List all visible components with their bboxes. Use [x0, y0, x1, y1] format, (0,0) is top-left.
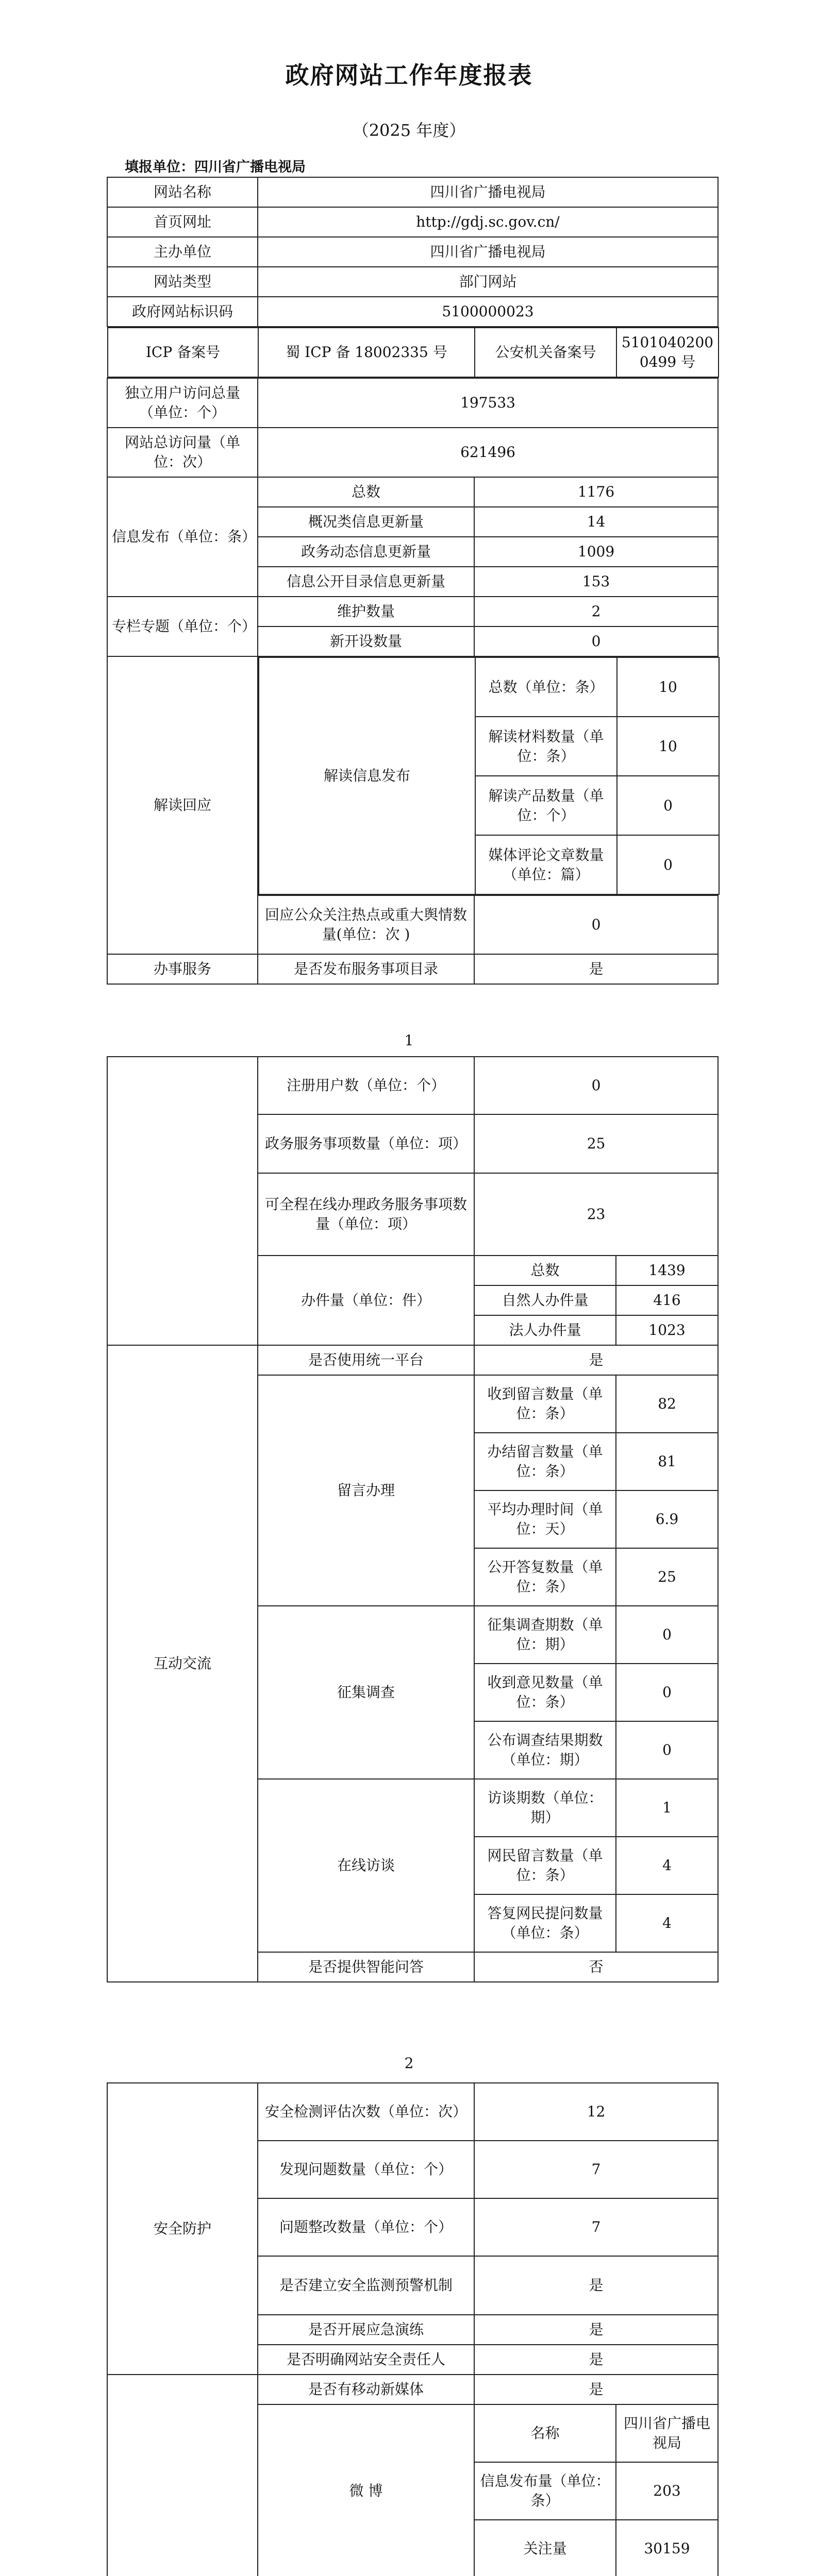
label-cell: 收到意见数量（单位：条） [474, 1664, 616, 1721]
label-cell: 信息公开目录信息更新量 [258, 567, 474, 597]
label-cell: 问题整改数量（单位：个） [258, 2198, 474, 2256]
label-cell: 自然人办件量 [474, 1285, 616, 1315]
label-cell: 主办单位 [107, 237, 258, 267]
table-row [107, 2375, 718, 2404]
value-cell: 51010402000499 号 [616, 328, 719, 377]
label-cell: 公安机关备案号 [475, 328, 616, 377]
label-cell: 网站名称 [107, 177, 258, 207]
value-cell: 5100000023 [258, 297, 718, 327]
label-cell: 新开设数量 [258, 626, 474, 656]
value-cell: 23 [474, 1173, 718, 1256]
label-cell: 政府网站标识码 [107, 297, 258, 327]
value-cell: 7 [474, 2198, 718, 2256]
table-row [107, 597, 718, 626]
value-cell: 0 [616, 1606, 718, 1664]
label-cell: 政务动态信息更新量 [258, 537, 474, 567]
value-cell: 4 [616, 1837, 718, 1894]
label-cell: 办结留言数量（单位：条） [474, 1433, 616, 1490]
table-row [107, 428, 718, 477]
label-cell: 总数 [258, 477, 474, 507]
label-cell: 安全防护 [107, 2083, 258, 2375]
icp-subtable [107, 327, 719, 378]
label-cell: 访谈期数（单位：期） [474, 1779, 616, 1837]
filing-unit-label: 填报单位： [125, 159, 194, 175]
label-cell: 是否发布服务事项目录 [258, 954, 474, 984]
label-cell: 网民留言数量（单位：条） [474, 1837, 616, 1894]
table-row [107, 327, 718, 378]
value-cell: 81 [616, 1433, 718, 1490]
label-cell: 是否建立安全监测预警机制 [258, 2256, 474, 2315]
label-cell: 公开答复数量（单位：条） [474, 1548, 616, 1606]
label-cell: 概况类信息更新量 [258, 507, 474, 537]
label-cell: 是否使用统一平台 [258, 1345, 474, 1375]
label-cell: 发现问题数量（单位：个） [258, 2141, 474, 2198]
label-cell: 媒体评论文章数量（单位：篇） [475, 835, 617, 894]
value-cell: 25 [616, 1548, 718, 1606]
value-cell: 是 [474, 2256, 718, 2315]
label-cell [107, 2375, 258, 2576]
value-cell: 0 [616, 1664, 718, 1721]
value-cell: 否 [474, 1952, 718, 1982]
value-cell: 416 [616, 1285, 718, 1315]
page-number: 2 [404, 2055, 414, 2072]
value-cell: 2 [474, 597, 718, 626]
label-cell: 办事服务 [107, 954, 258, 984]
value-cell: 0 [617, 835, 719, 894]
label-cell: 维护数量 [258, 597, 474, 626]
label-cell: ICP 备案号 [108, 328, 258, 377]
value-cell: 0 [474, 626, 718, 656]
label-cell: 征集调查 [258, 1606, 474, 1779]
home-url: http://gdj.sc.gov.cn/ [258, 207, 718, 237]
value-cell: 25 [474, 1114, 718, 1173]
table-row [107, 1057, 718, 1114]
label-cell: 是否提供智能问答 [258, 1952, 474, 1982]
value-cell: 10 [617, 717, 719, 776]
table-row [107, 267, 718, 297]
report-title: 政府网站工作年度报表 [285, 61, 533, 89]
label-cell: 法人办件量 [474, 1315, 616, 1345]
label-cell: 独立用户访问总量（单位：个） [107, 378, 258, 428]
value-cell: 1 [616, 1779, 718, 1837]
label-cell: 答复网民提问数量（单位：条） [474, 1894, 616, 1952]
value-cell: 10 [617, 657, 719, 717]
label-cell: 收到留言数量（单位：条） [474, 1375, 616, 1433]
label-cell: 办件量（单位：件） [258, 1256, 474, 1345]
label-cell: 是否开展应急演练 [258, 2315, 474, 2345]
label-cell: 留言办理 [258, 1375, 474, 1606]
value-cell: 6.9 [616, 1490, 718, 1548]
label-cell: 征集调查期数（单位：期） [474, 1606, 616, 1664]
value-cell: 4 [616, 1894, 718, 1952]
table-row [107, 656, 718, 895]
value-cell: 是 [474, 954, 718, 984]
value-cell: 82 [616, 1375, 718, 1433]
label-cell: 总数 [474, 1256, 616, 1285]
label-cell: 专栏专题（单位：个） [107, 597, 258, 656]
value-cell: 1176 [474, 477, 718, 507]
value-cell: 蜀 ICP 备 18002335 号 [258, 328, 475, 377]
label-cell: 在线访谈 [258, 1779, 474, 1952]
value-cell: 197533 [258, 378, 718, 428]
table-row [107, 378, 718, 428]
value-cell: 是 [474, 2315, 718, 2345]
value-cell: 0 [616, 1721, 718, 1779]
table-row [107, 207, 718, 237]
value-cell: 是 [474, 2345, 718, 2375]
value-cell: 153 [474, 567, 718, 597]
label-cell: 是否明确网站安全责任人 [258, 2345, 474, 2375]
table-row [107, 177, 718, 207]
label-cell: 网站类型 [107, 267, 258, 297]
value-cell: 四川省广播电视局 [616, 2404, 718, 2462]
label-cell: 回应公众关注热点或重大舆情数量(单位：次 ) [258, 895, 474, 954]
label-cell: 总数（单位：条） [475, 657, 617, 717]
label-cell: 信息发布量（单位：条） [474, 2462, 616, 2520]
table-page-3 [107, 2082, 719, 2576]
value-cell: 0 [617, 776, 719, 835]
value-cell: 部门网站 [258, 267, 718, 297]
label-cell: 关注量 [474, 2520, 616, 2576]
label-cell: 互动交流 [107, 1345, 258, 1982]
label-cell: 解读回应 [107, 656, 258, 954]
value-cell: 四川省广播电视局 [258, 237, 718, 267]
table-page-1 [107, 177, 719, 985]
table-page-2 [107, 1056, 719, 1982]
label-cell: 可全程在线办理政务服务事项数量（单位：项） [258, 1173, 474, 1256]
table-row [107, 2083, 718, 2141]
value-cell: 1009 [474, 537, 718, 567]
value-cell: 12 [474, 2083, 718, 2141]
label-cell: 信息发布（单位：条） [107, 477, 258, 597]
value-cell: 1023 [616, 1315, 718, 1345]
value-cell: 1439 [616, 1256, 718, 1285]
table-row [107, 954, 718, 984]
label-cell: 首页网址 [107, 207, 258, 237]
page-number: 1 [404, 1032, 414, 1049]
value-cell: 是 [474, 1345, 718, 1375]
label-cell: 解读信息发布 [259, 657, 475, 894]
table-row [107, 237, 718, 267]
table-row [107, 297, 718, 327]
label-cell: 平均办理时间（单位：天） [474, 1490, 616, 1548]
table-row [107, 1345, 718, 1375]
value-cell: 7 [474, 2141, 718, 2198]
label-cell: 注册用户数（单位：个） [258, 1057, 474, 1114]
label-cell: 名称 [474, 2404, 616, 2462]
label-cell [107, 1057, 258, 1345]
label-cell: 网站总访问量（单位：次） [107, 428, 258, 477]
value-cell: 14 [474, 507, 718, 537]
label-cell: 政务服务事项数量（单位：项） [258, 1114, 474, 1173]
value-cell: 是 [474, 2375, 718, 2404]
value-cell: 四川省广播电视局 [258, 177, 718, 207]
value-cell: 0 [474, 895, 718, 954]
label-cell: 微 博 [258, 2404, 474, 2576]
filing-unit-name: 四川省广播电视局 [194, 159, 306, 175]
label-cell: 解读产品数量（单位：个） [475, 776, 617, 835]
value-cell: 621496 [258, 428, 718, 477]
value-cell: 0 [474, 1057, 718, 1114]
interp-subtable [258, 657, 720, 895]
label-cell: 安全检测评估次数（单位：次） [258, 2083, 474, 2141]
label-cell: 是否有移动新媒体 [258, 2375, 474, 2404]
label-cell: 公布调查结果期数（单位：期） [474, 1721, 616, 1779]
filing-unit [125, 156, 306, 176]
table-row [107, 477, 718, 507]
value-cell: 203 [616, 2462, 718, 2520]
report-year: （2025 年度） [352, 121, 466, 140]
label-cell: 解读材料数量（单位：条） [475, 717, 617, 776]
value-cell: 30159 [616, 2520, 718, 2576]
